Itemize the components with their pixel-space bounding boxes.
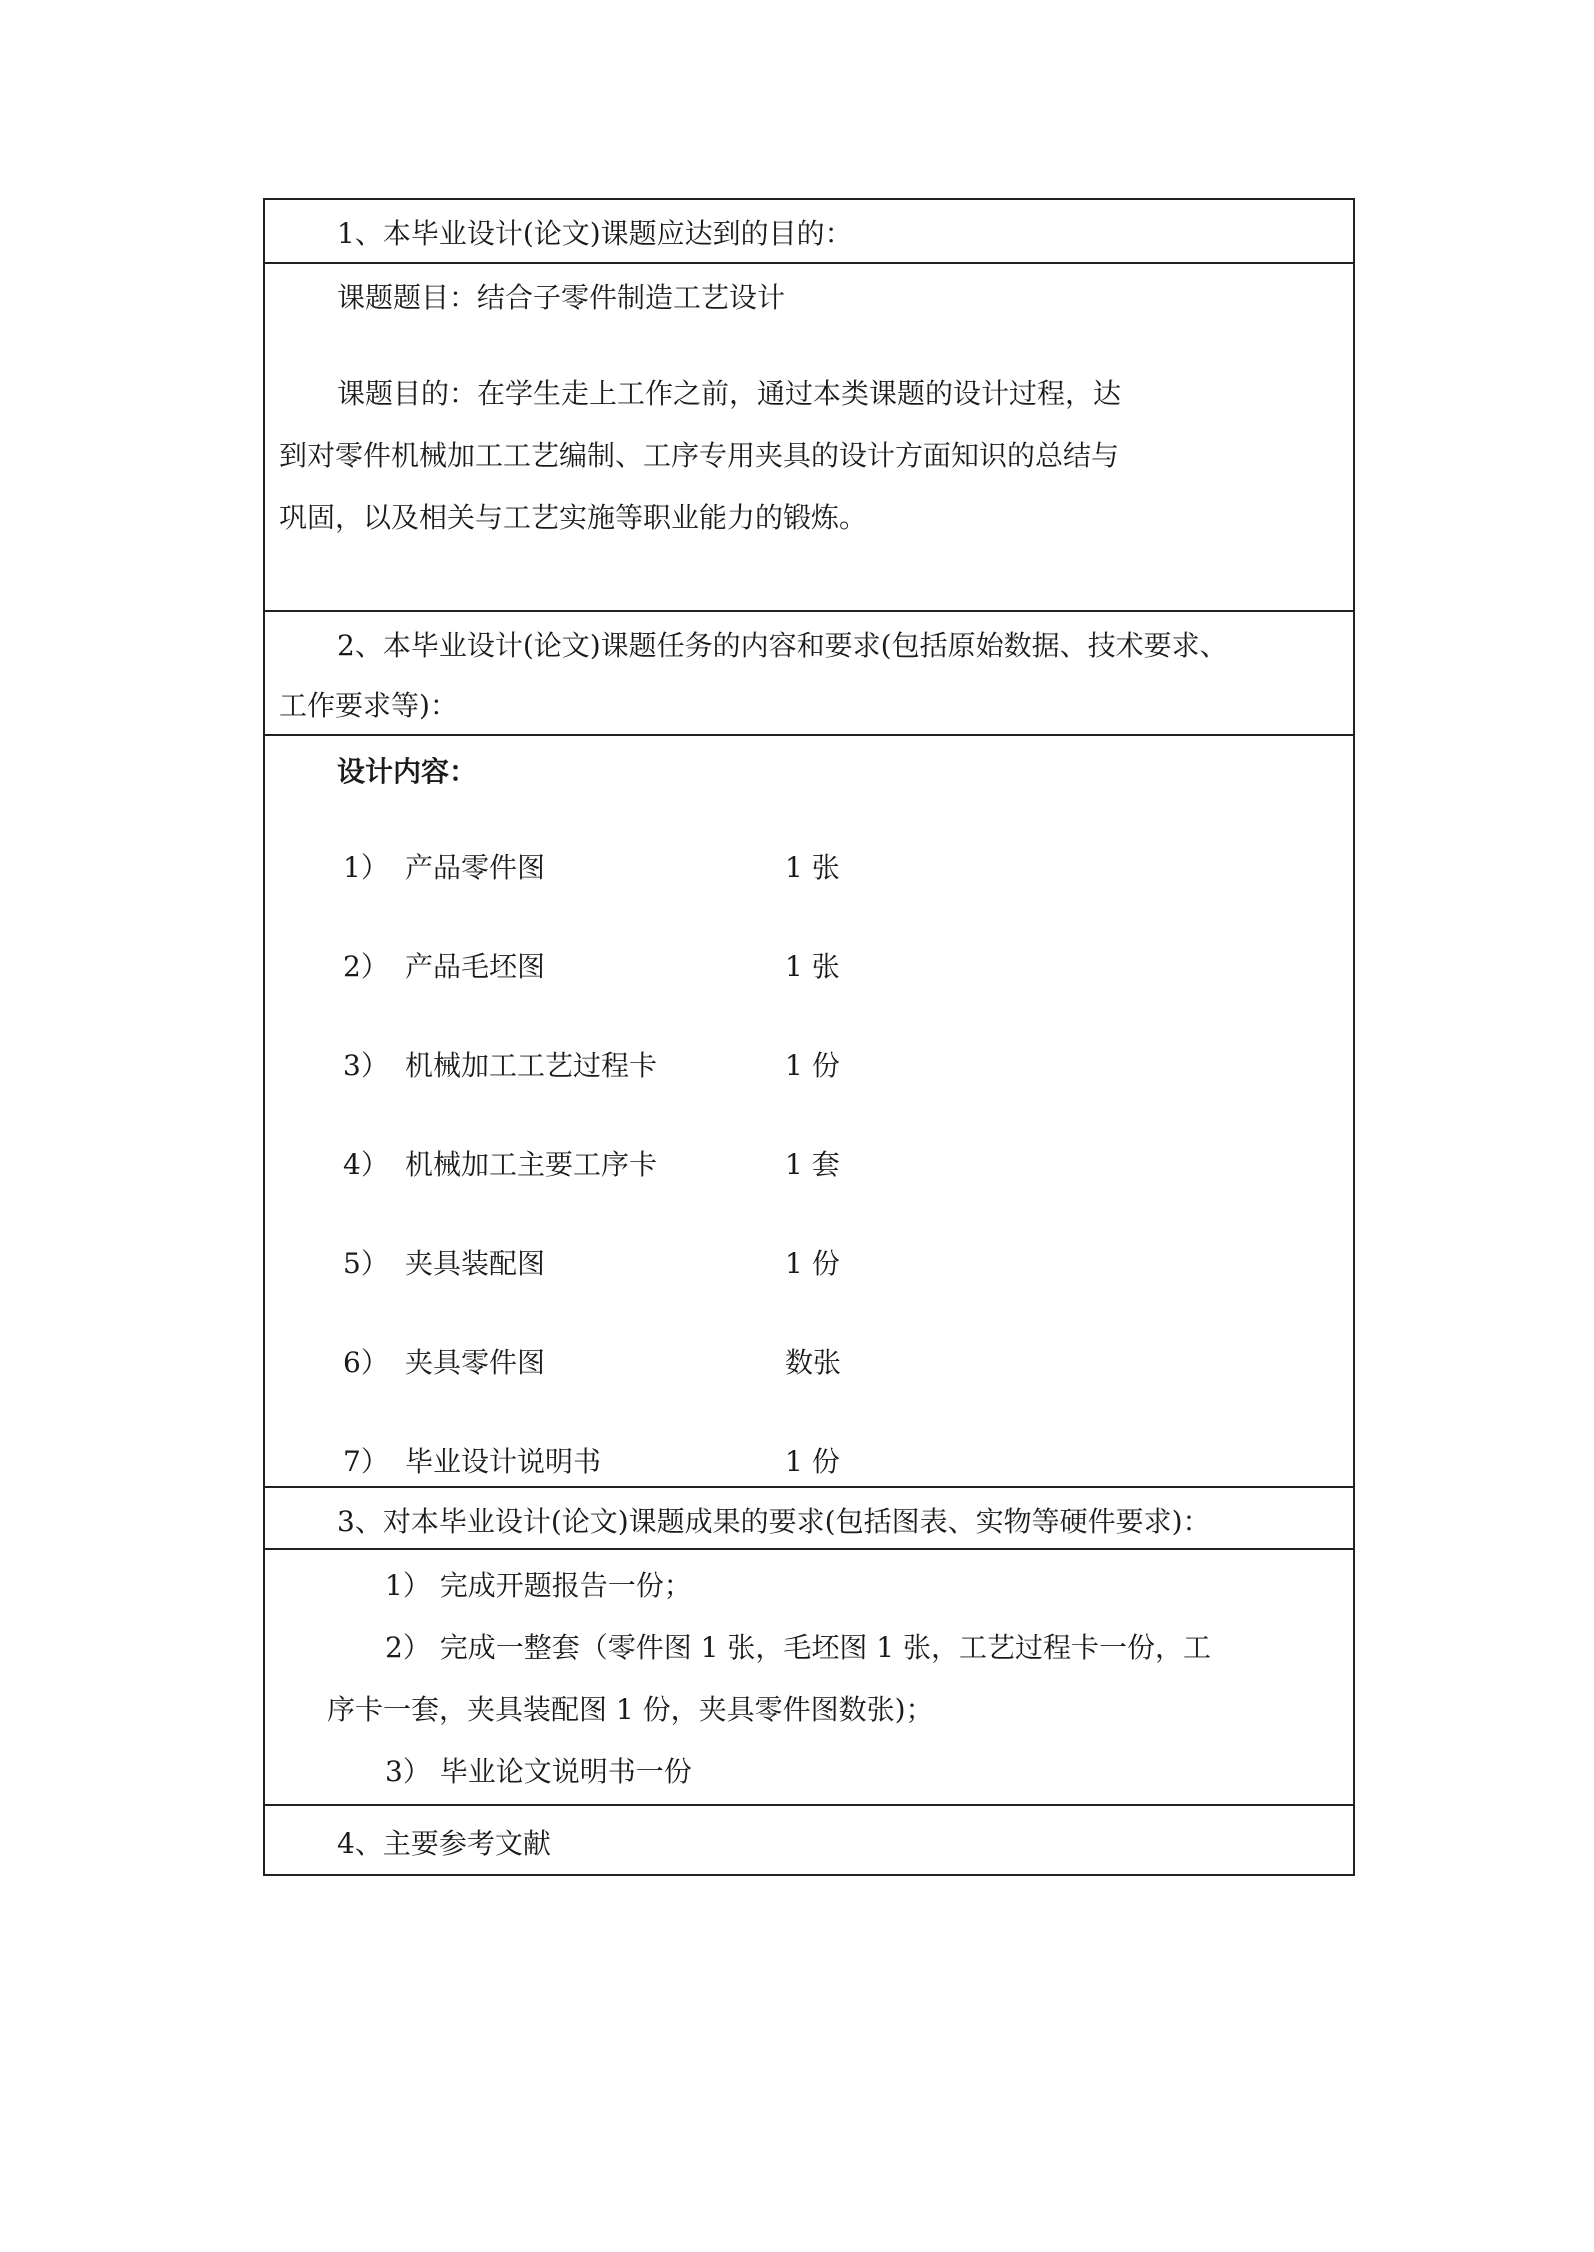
item-name: 机械加工主要工序卡 — [405, 1148, 658, 1181]
section3-heading: 3、对本毕业设计(论文)课题成果的要求(包括图表、实物等硬件要求)： — [337, 1505, 1211, 1538]
section2-heading-line-2: 工作要求等)： — [279, 689, 458, 722]
item-name: 产品毛坯图 — [405, 950, 546, 983]
item-name: 毕业设计说明书 — [405, 1445, 602, 1478]
result-line-4: 3） 毕业论文说明书一份 — [385, 1755, 692, 1788]
section2-header-row — [265, 610, 1353, 734]
item-name: 产品零件图 — [405, 851, 546, 884]
item-number: 4） — [343, 1148, 389, 1181]
item-quantity: 1 份 — [785, 1049, 840, 1082]
section3-header-row — [265, 1486, 1353, 1548]
section1-heading: 1、本毕业设计(论文)课题应达到的目的： — [337, 217, 853, 250]
item-number: 2） — [343, 950, 389, 983]
item-number: 6） — [343, 1346, 389, 1379]
section1-header-row — [265, 200, 1353, 262]
result-line-2: 2） 完成一整套（零件图 1 张，毛坯图 1 张，工艺过程卡一份，工 — [385, 1631, 1211, 1664]
task-sheet-table — [263, 198, 1355, 1876]
item-number: 7） — [343, 1445, 389, 1478]
item-quantity: 1 张 — [785, 950, 840, 983]
section2-heading-line-1: 2、本毕业设计(论文)课题任务的内容和要求(包括原始数据、技术要求、 — [337, 629, 1228, 662]
section1-content-row — [265, 262, 1353, 610]
item-number: 5） — [343, 1247, 389, 1280]
purpose-line-1: 课题目的：在学生走上工作之前，通过本类课题的设计过程，达 — [337, 377, 1122, 410]
section3-content-row — [265, 1548, 1353, 1804]
item-name: 机械加工工艺过程卡 — [405, 1049, 658, 1082]
topic-line: 课题题目：结合子零件制造工艺设计 — [337, 281, 786, 314]
design-content-row — [265, 734, 1353, 1486]
purpose-line-2: 到对零件机械加工工艺编制、工序专用夹具的设计方面知识的总结与 — [279, 439, 1120, 472]
item-number: 3） — [343, 1049, 389, 1082]
item-quantity: 数张 — [785, 1346, 842, 1379]
item-quantity: 1 份 — [785, 1445, 840, 1478]
item-quantity: 1 张 — [785, 851, 840, 884]
item-quantity: 1 份 — [785, 1247, 840, 1280]
section4-header-row — [265, 1804, 1353, 1874]
item-number: 1） — [343, 851, 389, 884]
purpose-line-3: 巩固，以及相关与工艺实施等职业能力的锻炼。 — [279, 501, 868, 534]
result-line-3: 序卡一套，夹具装配图 1 份，夹具零件图数张)； — [327, 1693, 934, 1726]
section4-heading: 4、主要参考文献 — [337, 1827, 551, 1860]
item-quantity: 1 套 — [785, 1148, 840, 1181]
design-content-title: 设计内容： — [337, 755, 478, 788]
result-line-1: 1） 完成开题报告一份； — [385, 1569, 692, 1602]
item-name: 夹具零件图 — [405, 1346, 546, 1379]
item-name: 夹具装配图 — [405, 1247, 546, 1280]
